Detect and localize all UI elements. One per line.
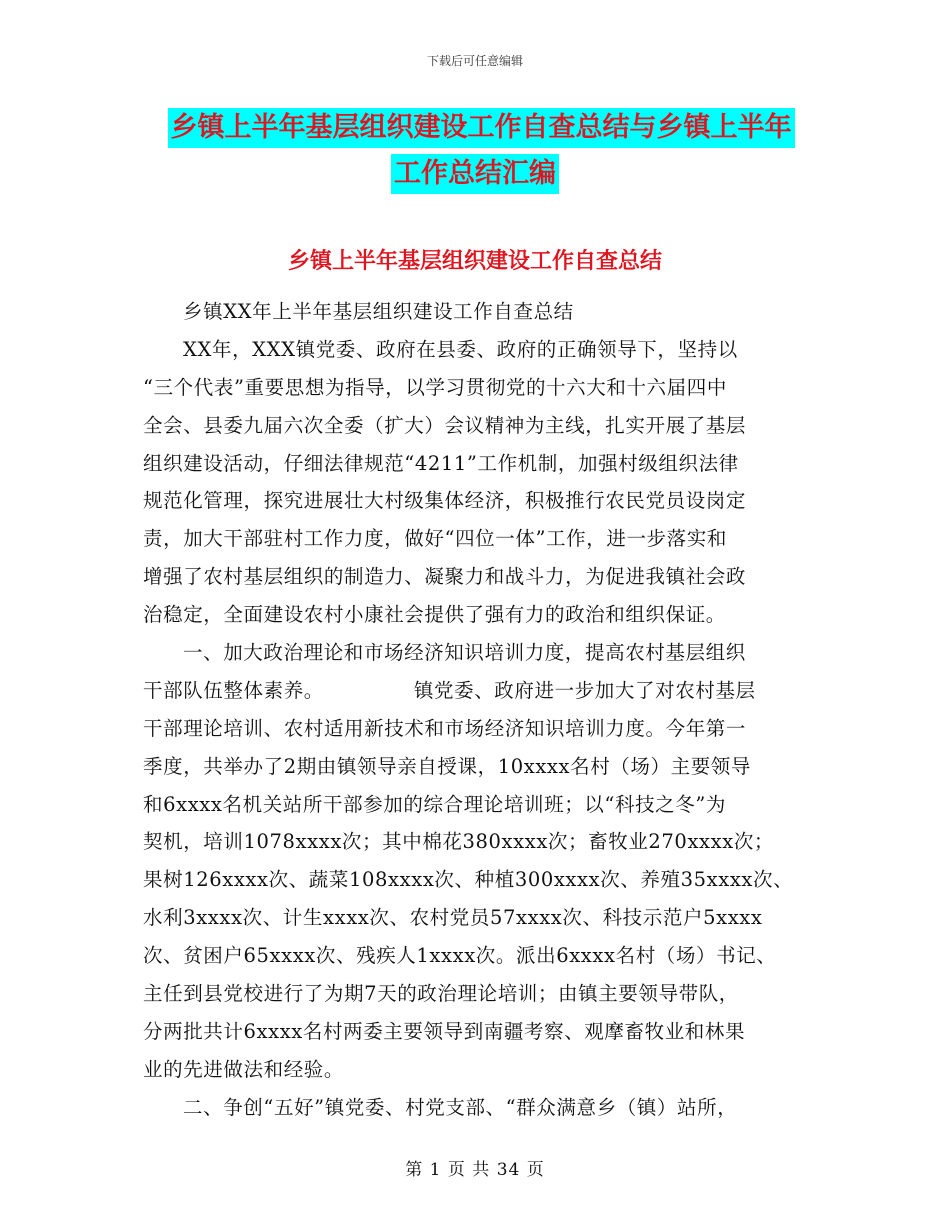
paragraph-line: 组织建设活动，仔细法律规范“4211”工作机制，加强村级组织法律 [143,451,739,475]
title-line-2: 工作总结汇编 [391,154,559,194]
paragraph-text: 镇党委、政府进一步加大了对农村基层 [413,678,756,702]
paragraph-line: 和6xxxx名机关站所干部参加的综合理论培训班；以“科技之冬”为 [143,792,727,816]
paragraph-line: 规范化管理，探究进展壮大村级集体经济，积极推行农民党员设岗定 [143,489,747,513]
document-title [0,108,950,200]
page-footer: 第 1 页 共 34 页 [405,1160,545,1180]
header-note: 下载后可任意编辑 [426,54,523,68]
paragraph-line: 业的先进做法和经验。 [143,1057,345,1081]
paragraph-line: 契机，培训1078xxxx次；其中棉花380xxxx次；畜牧业270xxxx次； [143,830,775,854]
paragraph-line: 一、加大政治理论和市场经济知识培训力度，提高农村基层组织 [183,641,746,665]
paragraph-line: 责，加大干部驻村工作力度，做好“四位一体”工作，进一步落实和 [143,527,727,551]
paragraph-line: 次、贫困户65xxxx次、残疾人1xxxx次。派出6xxxx名村（场）书记、 [143,944,777,968]
paragraph-line: 乡镇XX年上半年基层组织建设工作自查总结 [183,300,574,323]
section-title: 乡镇上半年基层组织建设工作自查总结 [287,249,662,274]
paragraph-line: 季度，共举办了2期由镇领导亲自授课，10xxxx名村（场）主要领导 [143,754,752,778]
paragraph-line: 全会、县委九届六次全委（扩大）会议精神为主线，扎实开展了基层 [143,413,747,437]
paragraph-line: 治稳定，全面建设农村小康社会提供了强有力的政治和组织保证。 [143,603,726,627]
paragraph-line: 果树126xxxx次、蔬菜108xxxx次、种植300xxxx次、养殖35xxxx次、 [143,868,794,892]
section-heading-text: 干部队伍整体素养。 [143,678,324,702]
paragraph-line [143,672,808,710]
paragraph-line: 主任到县党校进行了为期7天的政治理论培训；由镇主要领导带队， [143,982,739,1006]
paragraph-line: 水利3xxxx次、计生xxxx次、农村党员57xxxx次、科技示范户5xxxx [143,906,763,930]
paragraph-line: 干部理论培训、农村适用新技术和市场经济知识培训力度。今年第一 [143,716,747,740]
paragraph-line: “三个代表”重要思想为指导，以学习贯彻党的十六大和十六届四中 [143,375,727,399]
title-line-1: 乡镇上半年基层组织建设工作自查总结与乡镇上半年 [168,108,795,148]
body-text [143,293,808,1127]
paragraph-line: 二、争创“五好”镇党委、村党支部、“群众满意乡（镇）站所， [183,1095,738,1119]
paragraph-line: 增强了农村基层组织的制造力、凝聚力和战斗力，为促进我镇社会政 [143,565,747,589]
paragraph-line: XX年，XXX镇党委、政府在县委、政府的正确领导下，坚持以 [183,337,738,361]
paragraph-line: 分两批共计6xxxx名村两委主要领导到南疆考察、观摩畜牧业和林果 [143,1019,746,1043]
